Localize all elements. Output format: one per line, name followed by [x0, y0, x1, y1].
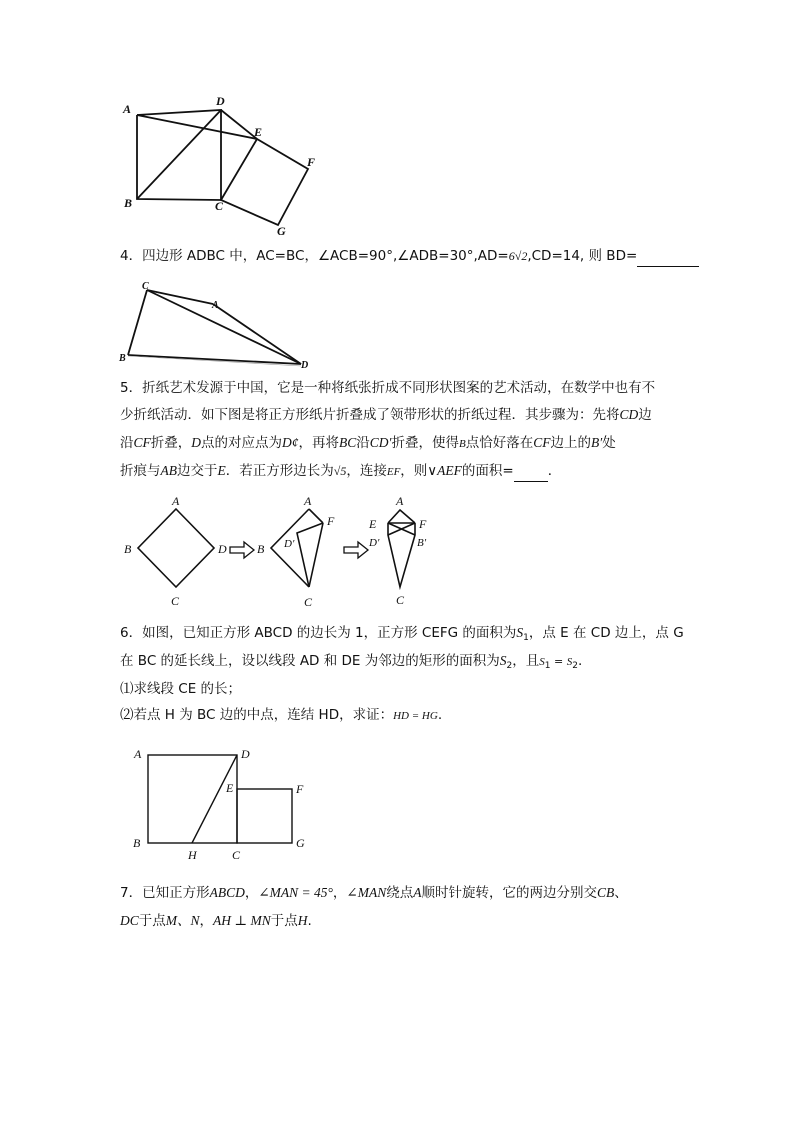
label-e: E: [254, 125, 263, 139]
s2-label-a: A: [304, 494, 312, 508]
q5-line3-f: 折叠，使得: [391, 435, 459, 451]
s3-label-f: F: [419, 517, 427, 531]
q5-math-cd: CD: [619, 407, 639, 422]
q5-line3-a: 沿: [120, 435, 134, 451]
q5-line1-text: 折纸艺术发源于中国，它是一种将纸张折成不同形状图案的艺术活动，在数学中也有不: [142, 380, 656, 396]
q5-line4-end: ．: [547, 463, 562, 479]
q6-line2-a: 在 BC 的延长线上，设以线段 AD 和 DE 为邻边的矩形的面积为: [120, 653, 500, 669]
q5-math-sqrt5: √5: [333, 464, 347, 478]
s2-label-dprime: D′: [284, 538, 295, 550]
segment-ad: [213, 304, 301, 364]
segment-ca: [147, 290, 213, 304]
q5-line3-d2: ，再将: [298, 435, 340, 451]
label-b: B: [133, 836, 141, 850]
square-cefg: [237, 789, 292, 843]
q6-line1-b: ，点 E 在 CD 边上，点 G: [528, 625, 684, 641]
figure-q3-svg: [120, 92, 320, 237]
q6-line1-a: 如图，已知正方形 ABCD 的边长为 1，正方形 CEFG 的面积为: [142, 625, 517, 641]
q5-line4: [120, 461, 561, 482]
s1-label-d: D: [218, 542, 227, 556]
label-f: F: [296, 782, 304, 796]
q7-math-abcd: ABCD: [209, 885, 245, 900]
figure-q4: [114, 278, 314, 370]
segment-hd: [192, 755, 237, 843]
q7-line1-a: 已知正方形: [142, 885, 210, 901]
q5-line1: [120, 378, 655, 398]
square-abcd: [148, 755, 237, 843]
q6-part1-text: ⑴求线段 CE 的长；: [120, 681, 242, 697]
label-c: C: [232, 848, 241, 862]
figure-q6-svg: [128, 742, 318, 864]
label-b: B: [119, 353, 126, 364]
q5-line2-text: 少折纸活动．如下图是将正方形纸片折叠成了领带形状的折纸过程．其步骤为：先将: [120, 407, 620, 423]
segment-cd: [147, 290, 301, 364]
q6-math-hd-hg: HD = HG: [393, 710, 438, 722]
q6-math-eq-mid: =: [550, 655, 567, 668]
square-cefg: [221, 139, 308, 225]
q5-line2-text-b: 边: [638, 407, 652, 423]
s3-label-bprime: B′: [417, 537, 427, 549]
s3-label-dprime: D′: [369, 537, 380, 549]
q5-math-ef: EF: [386, 466, 401, 478]
s3-label-c: C: [396, 593, 405, 607]
s2-label-c: C: [304, 595, 313, 609]
figure-q5: [118, 492, 438, 612]
q5-line4-b: 边交于: [177, 463, 218, 479]
q6-math-eq-l-sub: 1: [544, 661, 551, 671]
q5-line3-b: 折叠，: [150, 435, 192, 451]
label-c: C: [215, 199, 224, 213]
s1-label-c: C: [171, 594, 180, 608]
q7-line2-c: 于点: [270, 913, 298, 929]
s1-label-b: B: [124, 542, 132, 556]
fold-step2-af: [309, 509, 323, 523]
label-e: E: [226, 781, 234, 795]
q7-math-angle1: ∠MAN = 45°: [258, 885, 333, 900]
q5-math-ab: AB: [160, 463, 177, 478]
q7-math-dc: DC: [120, 913, 139, 928]
q5-line4-a: 折痕与: [120, 463, 161, 479]
s1-label-a: A: [172, 494, 180, 508]
q5-line4-d: ，连接: [346, 463, 387, 479]
q5-line3-c: 点的对应点为: [201, 435, 283, 451]
segment-bd: [128, 355, 301, 364]
q4-ad-value: 6√2: [508, 249, 528, 263]
q7-line1-d: 绕点: [386, 885, 414, 901]
q6-math-eq-r-sub: 2: [572, 661, 578, 671]
q5-math-d: D: [191, 435, 202, 450]
q4-text: 四边形 ADBC 中，AC=BC，∠ACB=90°,∠ADB=30°,AD=: [142, 248, 509, 264]
q6-line2-b: ，且: [512, 653, 540, 669]
q6-math-s1-sub: 1: [523, 633, 529, 643]
figure-q3: [120, 92, 320, 237]
q7-math-angle2: ∠MAN: [346, 885, 387, 900]
q5-line4-c: ．若正方形边长为: [225, 463, 334, 479]
fold-step2-cf: [309, 523, 323, 587]
q6-part2-text: ⑵若点 H 为 BC 边的中点，连结 HD，求证：: [120, 707, 394, 723]
q6-math-eq-l: S: [539, 656, 545, 668]
q7-number: 7．: [120, 885, 143, 901]
q7-line2: [120, 911, 312, 931]
q7-math-ah-perp-mn: AH ⊥ MN: [213, 913, 271, 928]
q7-line2-end: .: [307, 913, 312, 929]
q6-math-s1: S: [516, 625, 524, 640]
q4-number: 4．: [120, 248, 143, 264]
q7-line1-b: ，: [244, 885, 259, 901]
q7-math-a: A: [413, 885, 422, 900]
q7-line1-f: 、: [614, 885, 628, 901]
figure-q5-svg: [118, 492, 438, 612]
q6-part2-end: .: [437, 707, 443, 723]
q5-math-cf2: CF: [533, 435, 551, 450]
fold-step2-flap: [297, 523, 323, 587]
label-a: A: [134, 747, 142, 761]
q4-line: [120, 246, 699, 267]
label-d: D: [216, 94, 225, 108]
q5-line3-i: 处: [602, 435, 616, 451]
label-d: D: [241, 747, 250, 761]
arrow-right-icon: [230, 542, 254, 558]
s3-label-e: E: [369, 517, 377, 531]
label-a: A: [123, 102, 132, 116]
q5-math-bc: BC: [339, 435, 357, 450]
q7-line1-e: 顺时针旋转，它的两边分别交: [421, 885, 597, 901]
q6-math-eq-r: S: [566, 656, 573, 668]
label-g: G: [296, 836, 305, 850]
arrow-right-icon: [344, 542, 368, 558]
label-c: C: [142, 281, 149, 292]
s2-label-f: F: [327, 514, 335, 528]
q7-line1: [120, 883, 628, 903]
label-g: G: [277, 224, 286, 237]
q5-math-cdprime: CD′: [369, 435, 392, 450]
q5-line3-h: 边上的: [550, 435, 591, 451]
scan-artifact-line: [128, 356, 301, 366]
figure-q4-svg: [114, 278, 314, 370]
q7-line2-a: 于点: [138, 913, 166, 929]
q7-math-cb: CB: [596, 885, 615, 900]
q5-math-dprime: D¢: [282, 435, 299, 450]
s3-label-a: A: [396, 494, 404, 508]
figure-q6: [128, 742, 318, 864]
label-d: D: [301, 360, 309, 370]
label-a: A: [212, 300, 219, 311]
q5-answer-blank[interactable]: [514, 461, 548, 482]
q4-text2: ,CD=14, 则 BD=: [527, 248, 638, 264]
q5-line3: [120, 433, 616, 454]
q4-answer-blank[interactable]: [637, 246, 699, 267]
label-h: H: [188, 848, 197, 862]
q5-line2: [120, 405, 652, 425]
q6-math-s2: S: [499, 653, 507, 668]
segment-cb: [128, 290, 147, 355]
q6-part2: [120, 705, 442, 726]
q5-math-cf: CF: [133, 435, 151, 450]
fold-step1-square: [138, 509, 214, 587]
q7-math-mn: M、N: [165, 913, 200, 928]
q5-line3-e: 沿: [356, 435, 370, 451]
q7-line2-b: ，: [199, 913, 214, 929]
q7-line1-c: ，: [332, 885, 347, 901]
q6-math-s2-sub: 2: [506, 661, 513, 671]
q5-line4-f: 的面积=: [461, 463, 514, 479]
q5-line4-e2: ，则: [400, 463, 428, 479]
q5-math-b: B: [459, 438, 466, 450]
label-f: F: [307, 155, 316, 169]
q5-line3-g: 点恰好落在: [465, 435, 534, 451]
q6-line1: [120, 623, 684, 648]
q7-math-h: H: [297, 913, 308, 928]
q5-math-e: E: [217, 463, 226, 478]
fold-step3-top: [388, 510, 415, 523]
s2-label-b: B: [257, 542, 265, 556]
q6-line2-end: .: [577, 653, 583, 669]
q6-part1: [120, 679, 241, 699]
q5-math-bprime: B′: [591, 435, 603, 450]
label-b: B: [124, 196, 133, 210]
q5-number: 5．: [120, 380, 143, 396]
q5-math-triangle-aef: ∨AEF: [427, 463, 462, 478]
q6-line2: [120, 651, 582, 676]
q6-number: 6．: [120, 625, 143, 641]
